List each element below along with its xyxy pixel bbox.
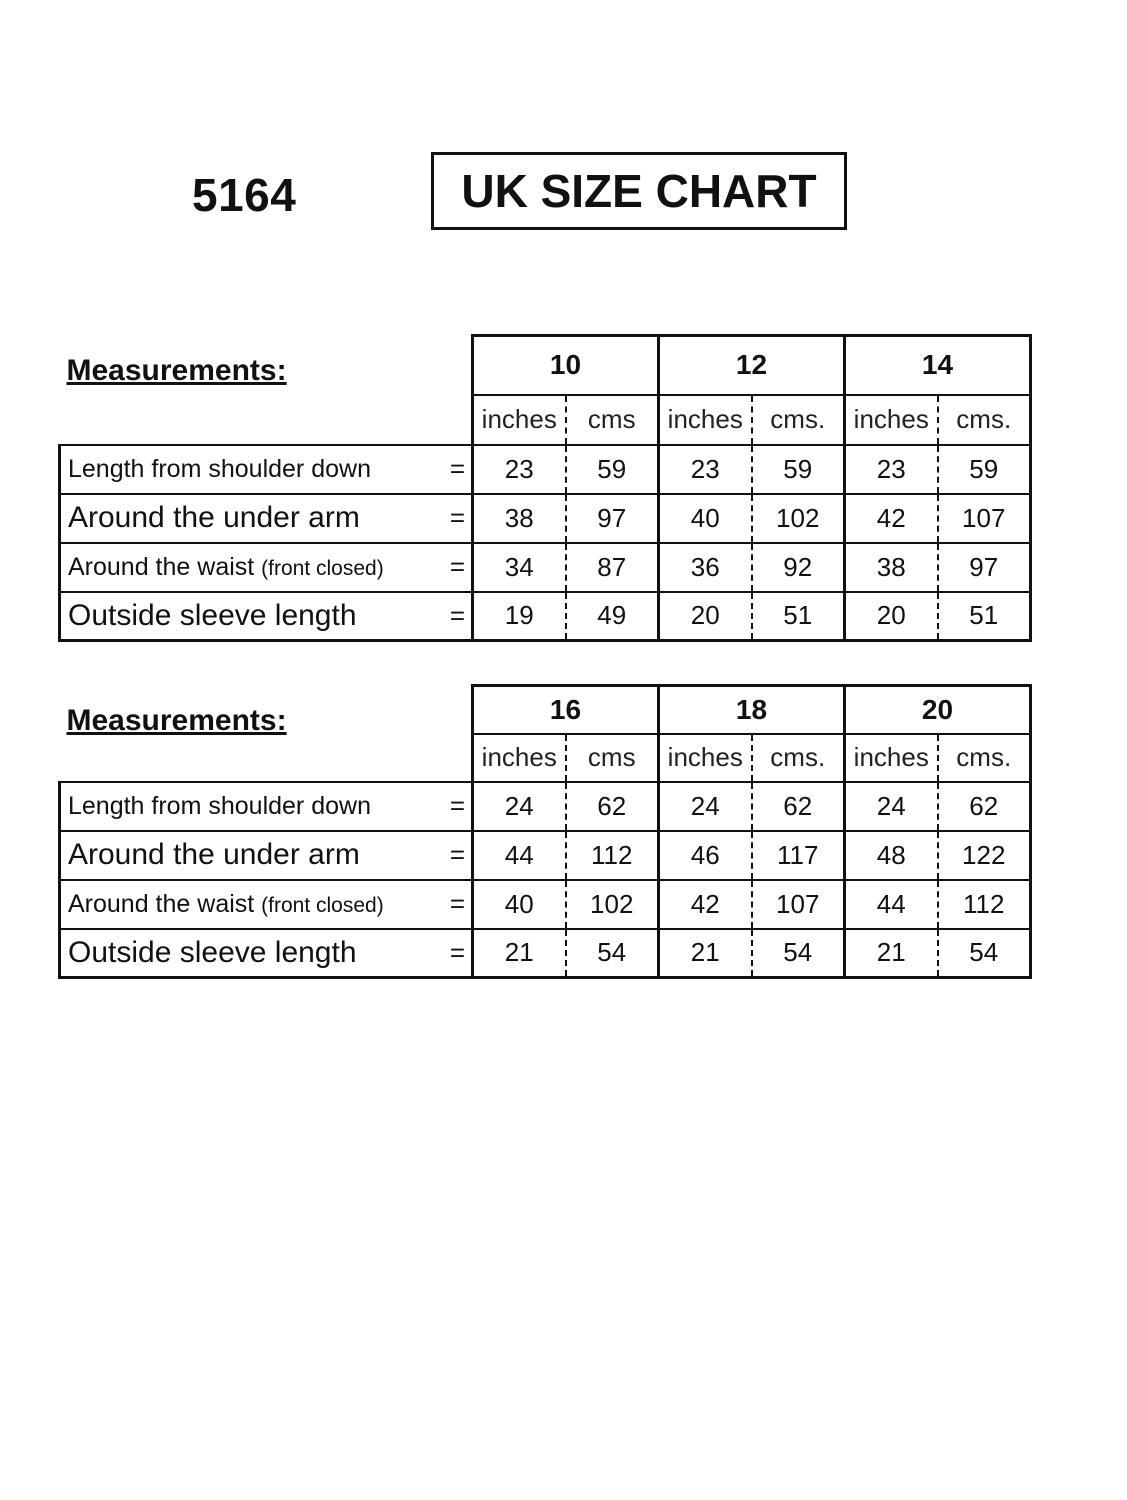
value-cell: 34 [473, 543, 566, 592]
table-row [60, 831, 1031, 880]
size-table-2 [58, 684, 1032, 979]
equals-sign: = [449, 790, 465, 821]
unit-label: inches [659, 395, 752, 445]
table-row [60, 880, 1031, 929]
row-label-text: Around the under arm [68, 501, 360, 534]
unit-label: cms. [938, 395, 1031, 445]
row-label [60, 543, 473, 592]
value-cell: 122 [938, 831, 1031, 880]
size-heading: 18 [659, 686, 845, 734]
value-cell: 54 [938, 929, 1031, 978]
value-cell: 51 [752, 592, 845, 641]
equals-sign: = [449, 502, 465, 533]
unit-label: cms [566, 395, 659, 445]
equals-sign: = [449, 600, 465, 631]
table-row [60, 445, 1031, 494]
equals-sign: = [449, 551, 465, 582]
measurements-heading: Measurements: [66, 703, 287, 737]
size-heading: 12 [659, 336, 845, 395]
value-cell: 117 [752, 831, 845, 880]
value-cell: 44 [473, 831, 566, 880]
row-label-text: Around the waist [68, 889, 255, 918]
row-label [60, 494, 473, 543]
table-row [60, 592, 1031, 641]
value-cell: 54 [566, 929, 659, 978]
value-cell: 59 [566, 445, 659, 494]
value-cell: 24 [659, 782, 752, 831]
value-cell: 21 [473, 929, 566, 978]
unit-label: cms. [752, 734, 845, 782]
unit-label: cms. [938, 734, 1031, 782]
value-cell: 23 [659, 445, 752, 494]
row-label-text: Length from shoulder down [68, 454, 371, 483]
table-row [60, 782, 1031, 831]
size-table-1 [58, 334, 1032, 642]
unit-label: inches [845, 395, 938, 445]
value-cell: 21 [845, 929, 938, 978]
unit-label: cms. [752, 395, 845, 445]
value-cell: 51 [938, 592, 1031, 641]
value-cell: 62 [566, 782, 659, 831]
measurements-heading: Measurements: [66, 353, 287, 387]
value-cell: 92 [752, 543, 845, 592]
row-label-note: (front closed) [261, 893, 384, 917]
value-cell: 19 [473, 592, 566, 641]
equals-sign: = [449, 888, 465, 919]
value-cell: 49 [566, 592, 659, 641]
value-cell: 44 [845, 880, 938, 929]
row-label-note: (front closed) [261, 556, 384, 580]
value-cell: 107 [938, 494, 1031, 543]
row-label [60, 445, 473, 494]
value-cell: 59 [938, 445, 1031, 494]
chart-title [431, 152, 847, 230]
row-label [60, 831, 473, 880]
value-cell: 38 [845, 543, 938, 592]
value-cell: 97 [938, 543, 1031, 592]
value-cell: 20 [659, 592, 752, 641]
value-cell: 87 [566, 543, 659, 592]
value-cell: 38 [473, 494, 566, 543]
row-label [60, 880, 473, 929]
value-cell: 20 [845, 592, 938, 641]
value-cell: 24 [473, 782, 566, 831]
value-cell: 40 [473, 880, 566, 929]
row-label [60, 782, 473, 831]
size-heading: 16 [473, 686, 659, 734]
unit-label: inches [473, 395, 566, 445]
size-heading: 20 [845, 686, 1031, 734]
value-cell: 102 [752, 494, 845, 543]
value-cell: 107 [752, 880, 845, 929]
size-header-row [60, 336, 1031, 395]
value-cell: 42 [845, 494, 938, 543]
value-cell: 21 [659, 929, 752, 978]
value-cell: 62 [752, 782, 845, 831]
equals-sign: = [449, 937, 465, 968]
row-label-text: Around the waist [68, 552, 255, 581]
size-header-row [60, 686, 1031, 734]
row-label-text: Around the under arm [68, 838, 360, 871]
row-label-text: Length from shoulder down [68, 791, 371, 820]
value-cell: 62 [938, 782, 1031, 831]
value-cell: 102 [566, 880, 659, 929]
value-cell: 42 [659, 880, 752, 929]
value-cell: 59 [752, 445, 845, 494]
value-cell: 24 [845, 782, 938, 831]
size-heading: 10 [473, 336, 659, 395]
value-cell: 23 [473, 445, 566, 494]
value-cell: 48 [845, 831, 938, 880]
chart-title-text: UK SIZE CHART [461, 165, 817, 217]
size-heading: 14 [845, 336, 1031, 395]
value-cell: 97 [566, 494, 659, 543]
unit-label: inches [473, 734, 566, 782]
unit-label: inches [659, 734, 752, 782]
value-cell: 46 [659, 831, 752, 880]
row-label [60, 592, 473, 641]
value-cell: 40 [659, 494, 752, 543]
value-cell: 36 [659, 543, 752, 592]
equals-sign: = [449, 839, 465, 870]
value-cell: 54 [752, 929, 845, 978]
equals-sign: = [449, 453, 465, 484]
product-code: 5164 [192, 169, 297, 221]
value-cell: 112 [938, 880, 1031, 929]
row-label-text: Outside sleeve length [68, 598, 357, 632]
table-row [60, 494, 1031, 543]
table-row [60, 543, 1031, 592]
table-row [60, 929, 1031, 978]
unit-label: cms [566, 734, 659, 782]
value-cell: 112 [566, 831, 659, 880]
row-label [60, 929, 473, 978]
value-cell: 23 [845, 445, 938, 494]
row-label-text: Outside sleeve length [68, 935, 357, 969]
unit-label: inches [845, 734, 938, 782]
